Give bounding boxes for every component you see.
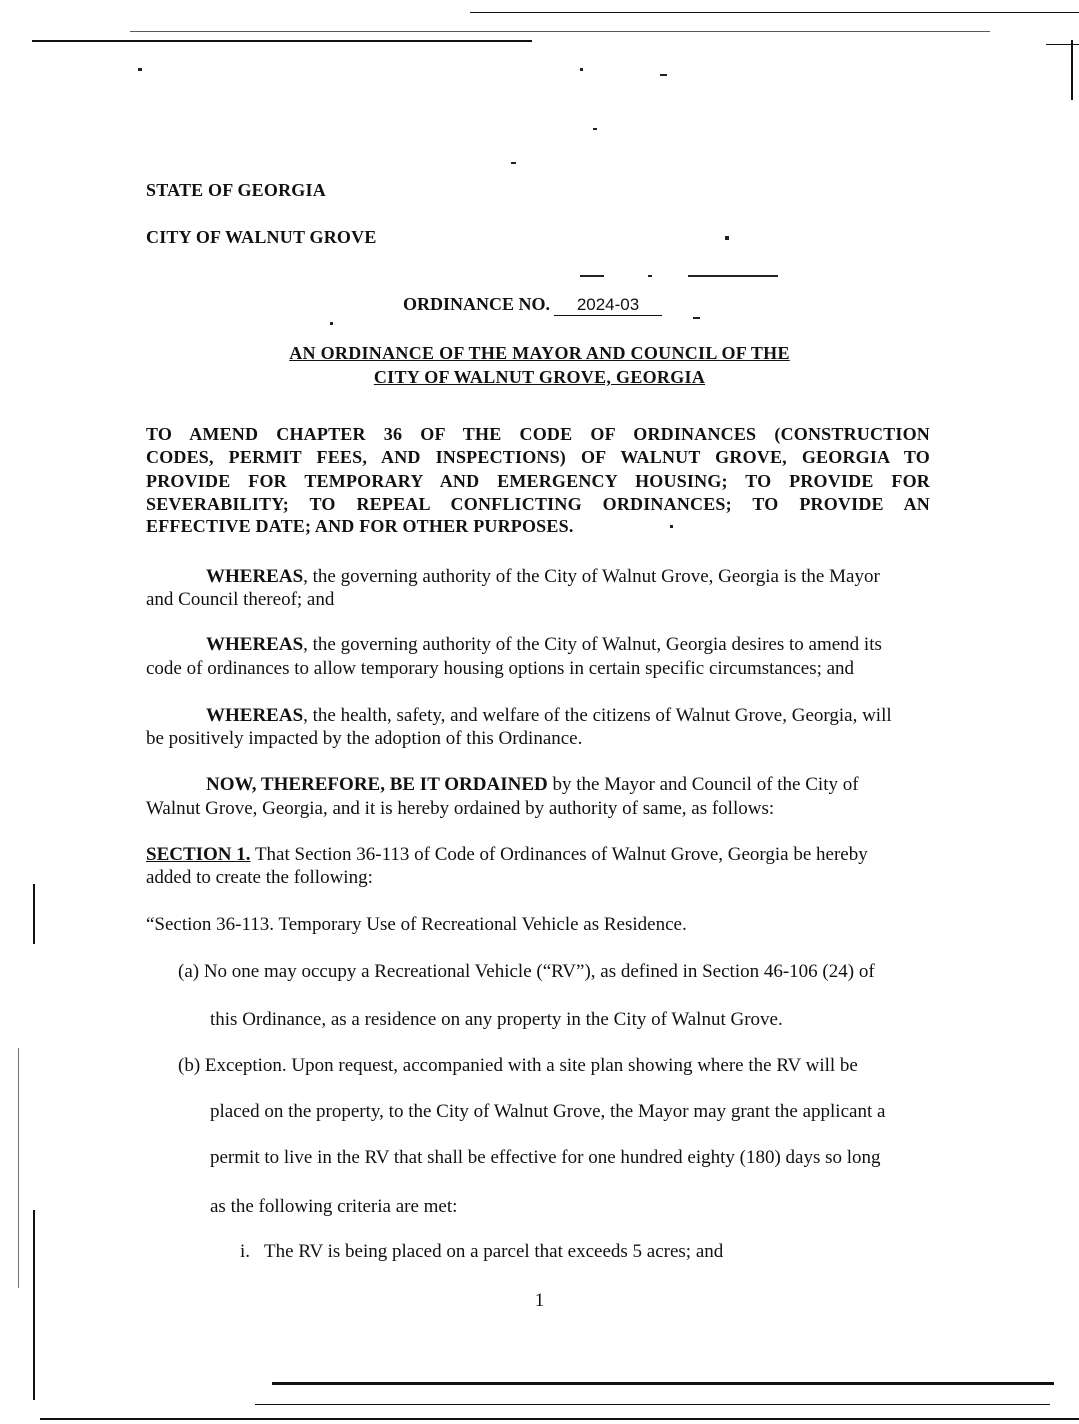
whereas-2-lead: WHEREAS [206, 634, 304, 655]
purpose-line: TO AMEND CHAPTER 36 OF THE CODE OF ORDINANCES (CONSTRUCTION [146, 424, 930, 444]
ordinance-label: ORDINANCE NO. [403, 294, 551, 314]
item-b-line-1: (b) Exception. Upon request, accompanied with a site plan showing where the RV will be [178, 1055, 858, 1076]
scan-speck [511, 162, 516, 164]
scan-top-rule-3 [130, 31, 990, 32]
scan-speck [138, 68, 142, 71]
section-1-label: SECTION 1. [146, 844, 251, 865]
scan-speck [593, 128, 597, 130]
ordinance-number-value: 2024-03 [554, 295, 662, 316]
whereas-1-line-1: WHEREAS, the governing authority of the City of Walnut Grove, Georgia is the Mayor [206, 566, 880, 587]
ordained-line-1: NOW, THEREFORE, BE IT ORDAINED by the Mayor and Council of the City of [206, 774, 859, 795]
ordinance-number-line [403, 294, 662, 316]
scan-speck [580, 68, 583, 71]
scan-speck [693, 317, 700, 319]
section-1-line-2: added to create the following: [146, 867, 373, 888]
page-number: 1 [534, 1290, 545, 1311]
ordained-lead: NOW, THEREFORE, BE IT ORDAINED [206, 774, 548, 795]
purpose-line: PROVIDE FOR TEMPORARY AND EMERGENCY HOUSING; TO PROVIDE FOR [146, 471, 930, 491]
item-a-line-1: (a) No one may occupy a Recreational Vehicle (“RV”), as defined in Section 46-106 (24) of [178, 961, 875, 982]
criteria-i [240, 1241, 723, 1263]
purpose-line: SEVERABILITY; TO REPEAL CONFLICTING ORDINANCES; TO PROVIDE AN [146, 494, 930, 514]
state-heading: STATE OF GEORGIA [146, 180, 326, 200]
item-b-line-2: placed on the property, to the City of Walnut Grove, the Mayor may grant the applicant a [210, 1101, 886, 1122]
scan-bottom-rule-2 [255, 1404, 1050, 1405]
scan-speck [688, 275, 778, 277]
scan-bottom-rule [272, 1382, 1054, 1385]
item-b-line-3: permit to live in the RV that shall be effective for one hundred eighty (180) days so long [210, 1147, 881, 1168]
scan-speck [670, 525, 673, 528]
title-line-2: CITY OF WALNUT GROVE, GEORGIA [373, 367, 706, 387]
purpose-line: CODES, PERMIT FEES, AND INSPECTIONS) OF WALNUT GROVE, GEORGIA TO [146, 447, 930, 467]
scan-speck [580, 275, 604, 277]
item-b-line-4: as the following criteria are met: [210, 1196, 458, 1217]
scan-top-rule [470, 12, 1079, 13]
item-a-line-2: this Ordinance, as a residence on any property in the City of Walnut Grove. [210, 1009, 783, 1030]
criteria-i-marker: i. [240, 1241, 251, 1262]
scan-speck [725, 236, 729, 240]
ordained-line-2: Walnut Grove, Georgia, and it is hereby ordained by authority of same, as follows: [146, 798, 775, 819]
scan-right-edge [1071, 40, 1073, 100]
title-line-1: AN ORDINANCE OF THE MAYOR AND COUNCIL OF THE [289, 343, 790, 363]
scan-left-mark [33, 884, 35, 944]
purpose-line: EFFECTIVE DATE; AND FOR OTHER PURPOSES. [146, 516, 574, 536]
whereas-2-line-1: WHEREAS, the governing authority of the City of Walnut, Georgia desires to amend its [206, 634, 882, 655]
section-36-113-title: “Section 36-113. Temporary Use of Recreational Vehicle as Residence. [146, 914, 687, 935]
city-heading: CITY OF WALNUT GROVE [146, 227, 377, 247]
scan-bottom-rule-3 [40, 1418, 1079, 1420]
scan-speck [330, 322, 333, 325]
scan-speck [660, 74, 667, 76]
whereas-3-lead: WHEREAS [206, 705, 304, 726]
scan-top-rule-4 [1046, 44, 1079, 45]
scan-speck [648, 275, 652, 277]
whereas-2-line-2: code of ordinances to allow temporary housing options in certain specific circumstances; and [146, 658, 855, 679]
scan-left-mark [18, 1048, 19, 1288]
whereas-1-lead: WHEREAS [206, 566, 304, 587]
criteria-i-text: The RV is being placed on a parcel that exceeds 5 acres; and [264, 1241, 724, 1262]
scan-top-rule-2 [32, 40, 532, 42]
whereas-3-line-1: WHEREAS, the health, safety, and welfare of the citizens of Walnut Grove, Georgia, will [206, 705, 892, 726]
whereas-1-line-2: and Council thereof; and [146, 589, 335, 610]
whereas-3-line-2: be positively impacted by the adoption of this Ordinance. [146, 728, 583, 749]
section-1-line-1: SECTION 1. That Section 36-113 of Code of Ordinances of Walnut Grove, Georgia be hereby [146, 844, 868, 865]
